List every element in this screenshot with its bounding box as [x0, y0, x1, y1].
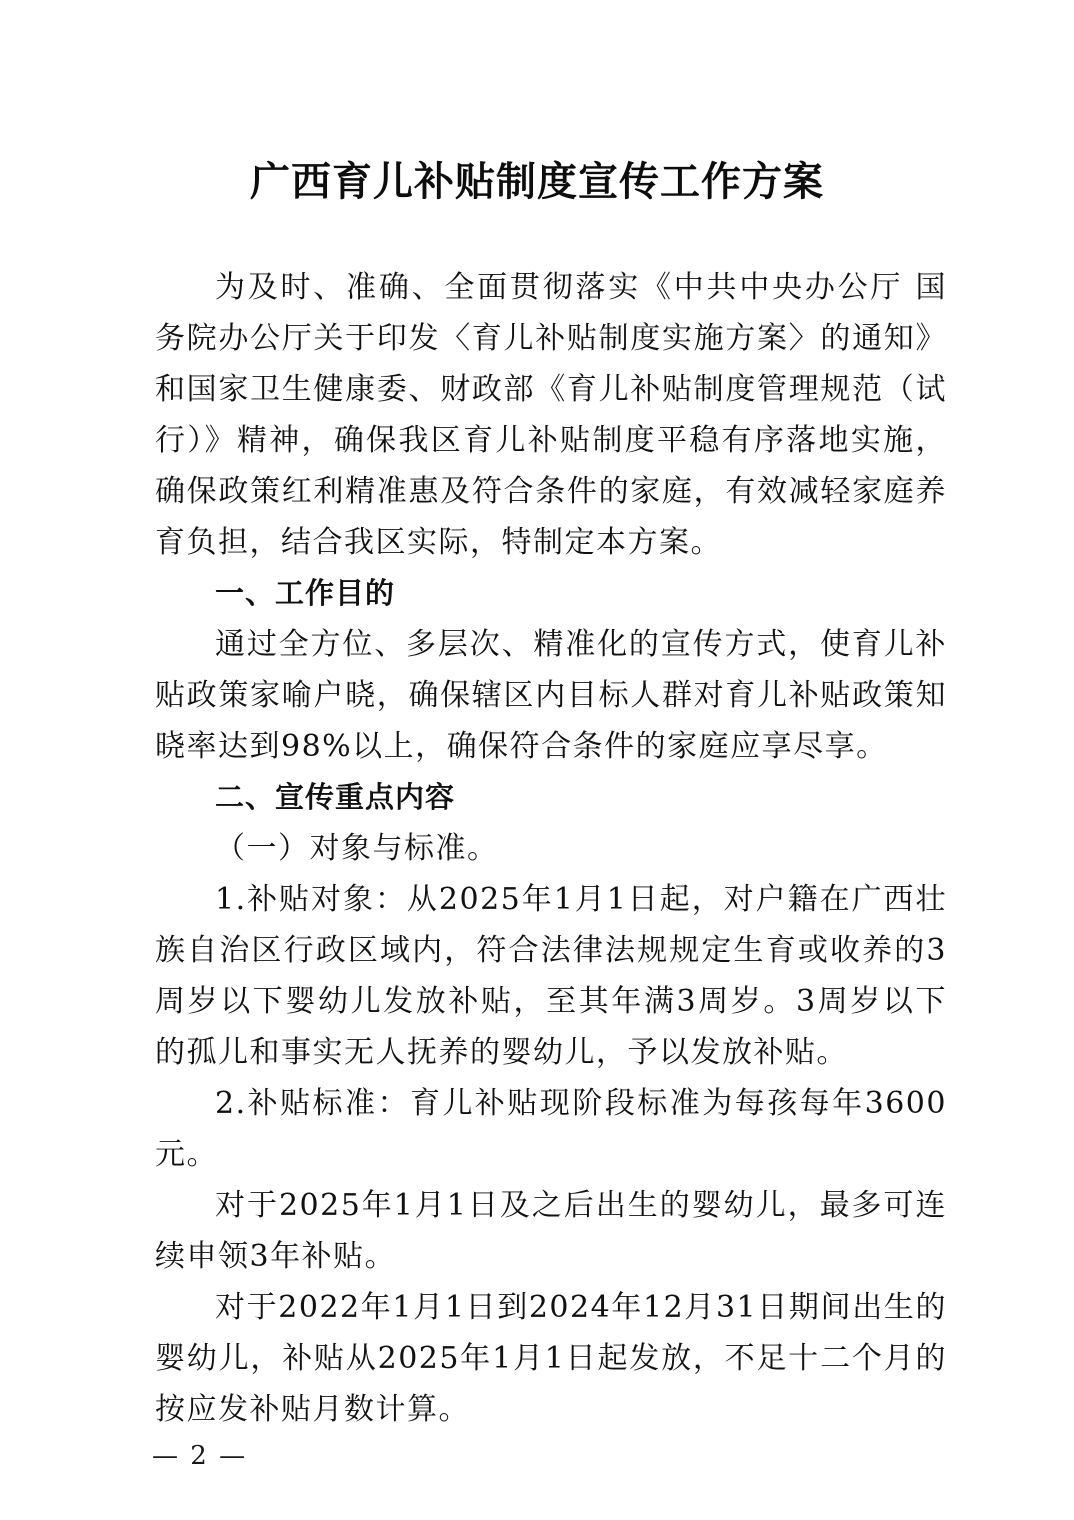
- subsection-heading-targets: （一）对象与标准。: [215, 831, 499, 866]
- document-body: [155, 262, 947, 1435]
- 2022-2024-paragraph: 对于2022年1月1日到2024年12月31日期间出生的婴幼儿，补贴从2025年1月1日起发放，不足十二个月的按应发补贴月数计算。: [155, 1290, 947, 1427]
- subsidy-standard-paragraph: 2.补贴标准：育儿补贴现阶段标准为每孩每年3600元。: [155, 1086, 947, 1172]
- section-heading-content: 二、宣传重点内容: [215, 780, 456, 814]
- post-2025-paragraph: 对于2025年1月1日及之后出生的婴幼儿，最多可连续申领3年补贴。: [155, 1188, 947, 1274]
- subsidy-target-paragraph: 1.补贴对象：从2025年1月1日起，对户籍在广西壮族自治区行政区域内，符合法律法规规定生育或收养的3周岁以下婴幼儿发放补贴，至其年满3周岁。3周岁以下的孤儿和事实无人抚养的婴幼儿，予以发放补贴。: [155, 882, 947, 1070]
- intro-paragraph: 为及时、准确、全面贯彻落实《中共中央办公厅 国务院办公厅关于印发〈育儿补贴制度实施方案〉的通知》和国家卫生健康委、财政部《育儿补贴制度管理规范（试行）》精神，确保我区育儿补贴制度平稳有序落地实施，确保政策红利精准惠及符合条件的家庭，有效减轻家庭养育负担，结合我区实际，特制定本方案。: [155, 270, 947, 560]
- page-number: — 2 —: [152, 1441, 248, 1471]
- document-title: 广西育儿补贴制度宣传工作方案: [250, 159, 824, 205]
- section-heading-purpose: 一、工作目的: [215, 576, 396, 610]
- purpose-paragraph: 通过全方位、多层次、精准化的宣传方式，使育儿补贴政策家喻户晓，确保辖区内目标人群对育儿补贴政策知晓率达到98%以上，确保符合条件的家庭应享尽享。: [155, 627, 947, 764]
